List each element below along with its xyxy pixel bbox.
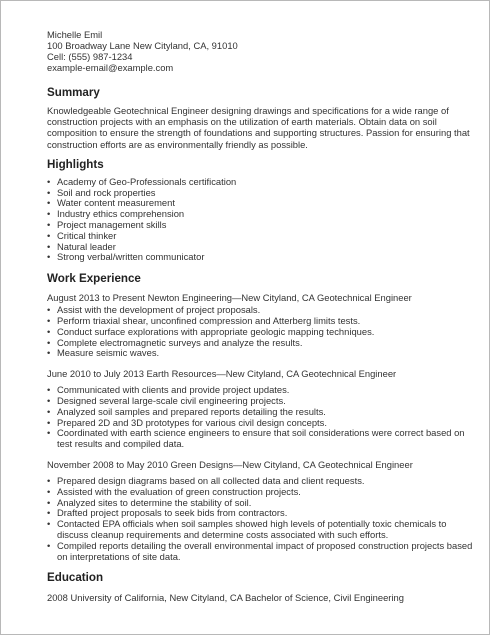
- job-duty: • Drafted project proposals to seek bids from contractors.: [47, 508, 479, 519]
- job-duties-list: [47, 476, 479, 562]
- job-duty: • Communicated with clients and provide project updates.: [47, 385, 479, 396]
- highlight-item: • Industry ethics comprehension: [47, 209, 479, 220]
- job-title: June 2010 to July 2013 Earth Resources—New Cityland, CA Geotechnical Engineer: [47, 368, 397, 380]
- job-duty: • Conduct surface explorations with appropriate geologic mapping techniques.: [47, 327, 479, 338]
- contact-email: example-email@example.com: [47, 62, 174, 73]
- resume-content: [47, 29, 479, 603]
- highlight-item: • Soil and rock properties: [47, 188, 479, 199]
- job-duty: • Designed several large-scale civil engineering projects.: [47, 396, 479, 407]
- job-duty: • Complete electromagnetic surveys and analyze the results.: [47, 338, 479, 349]
- job-duty: • Analyzed soil samples and prepared reports detailing the results.: [47, 407, 479, 418]
- highlight-item: • Project management skills: [47, 220, 479, 231]
- job-duty: • Coordinated with earth science engineers to ensure that soil considerations were correct based on test results and compiled data.: [47, 428, 479, 450]
- job-title: August 2013 to Present Newton Engineering—New Cityland, CA Geotechnical Engineer: [47, 292, 412, 304]
- highlight-item: • Academy of Geo-Professionals certification: [47, 177, 479, 188]
- job-entry: [47, 368, 479, 450]
- work-experience-list: [47, 292, 479, 562]
- summary-text: Knowledgeable Geotechnical Engineer designing drawings and specifications for a wide range of construction projects with an emphasis on the utilization of earth materials. Obtain data on soil composition to ensure the strength of foundations and supporting structures. Passion for ensuring that construction efforts are as environmentally friendly as possible.: [47, 105, 470, 150]
- job-duty: • Analyzed sites to determine the stability of soil.: [47, 498, 479, 509]
- highlight-item: • Natural leader: [47, 242, 479, 253]
- contact-block: [47, 29, 479, 73]
- highlight-item: • Water content measurement: [47, 198, 479, 209]
- summary-heading: Summary: [47, 86, 100, 99]
- job-duty: • Compiled reports detailing the overall environmental impact of proposed construction projects based on interpretations of site data.: [47, 541, 479, 563]
- work-experience-heading: Work Experience: [47, 272, 141, 286]
- job-duty: • Measure seismic waves.: [47, 348, 479, 359]
- education-heading: Education: [47, 571, 104, 585]
- job-duty: • Prepared 2D and 3D prototypes for various civil design concepts.: [47, 418, 479, 429]
- job-entry: [47, 459, 479, 562]
- contact-name: Michelle Emil: [47, 29, 103, 40]
- job-duty: • Perform triaxial shear, unconfined compression and Atterberg limits tests.: [47, 316, 479, 327]
- highlight-item: • Strong verbal/written communicator: [47, 252, 479, 263]
- job-title: November 2008 to May 2010 Green Designs—New Cityland, CA Geotechnical Engineer: [47, 458, 413, 470]
- contact-address: 100 Broadway Lane New Cityland, CA, 91010: [47, 40, 238, 51]
- job-duties-list: [47, 385, 479, 450]
- job-duties-list: [47, 305, 479, 359]
- job-entry: [47, 292, 479, 359]
- highlight-item: • Critical thinker: [47, 231, 479, 242]
- job-duty: • Assisted with the evaluation of green construction projects.: [47, 487, 479, 498]
- contact-cell: Cell: (555) 987-1234: [47, 51, 133, 62]
- job-duty: • Contacted EPA officials when soil samples showed high levels of potentially toxic chemicals to discuss cleanup requirements and determine costs associated with such efforts.: [47, 519, 479, 541]
- education-entry: 2008 University of California, New Cityland, CA Bachelor of Science, Civil Engineering: [47, 592, 404, 604]
- job-duty: • Assist with the development of project proposals.: [47, 305, 479, 316]
- highlights-heading: Highlights: [47, 157, 104, 171]
- job-duty: • Prepared design diagrams based on all collected data and client requests.: [47, 476, 479, 487]
- highlights-list: [47, 177, 479, 263]
